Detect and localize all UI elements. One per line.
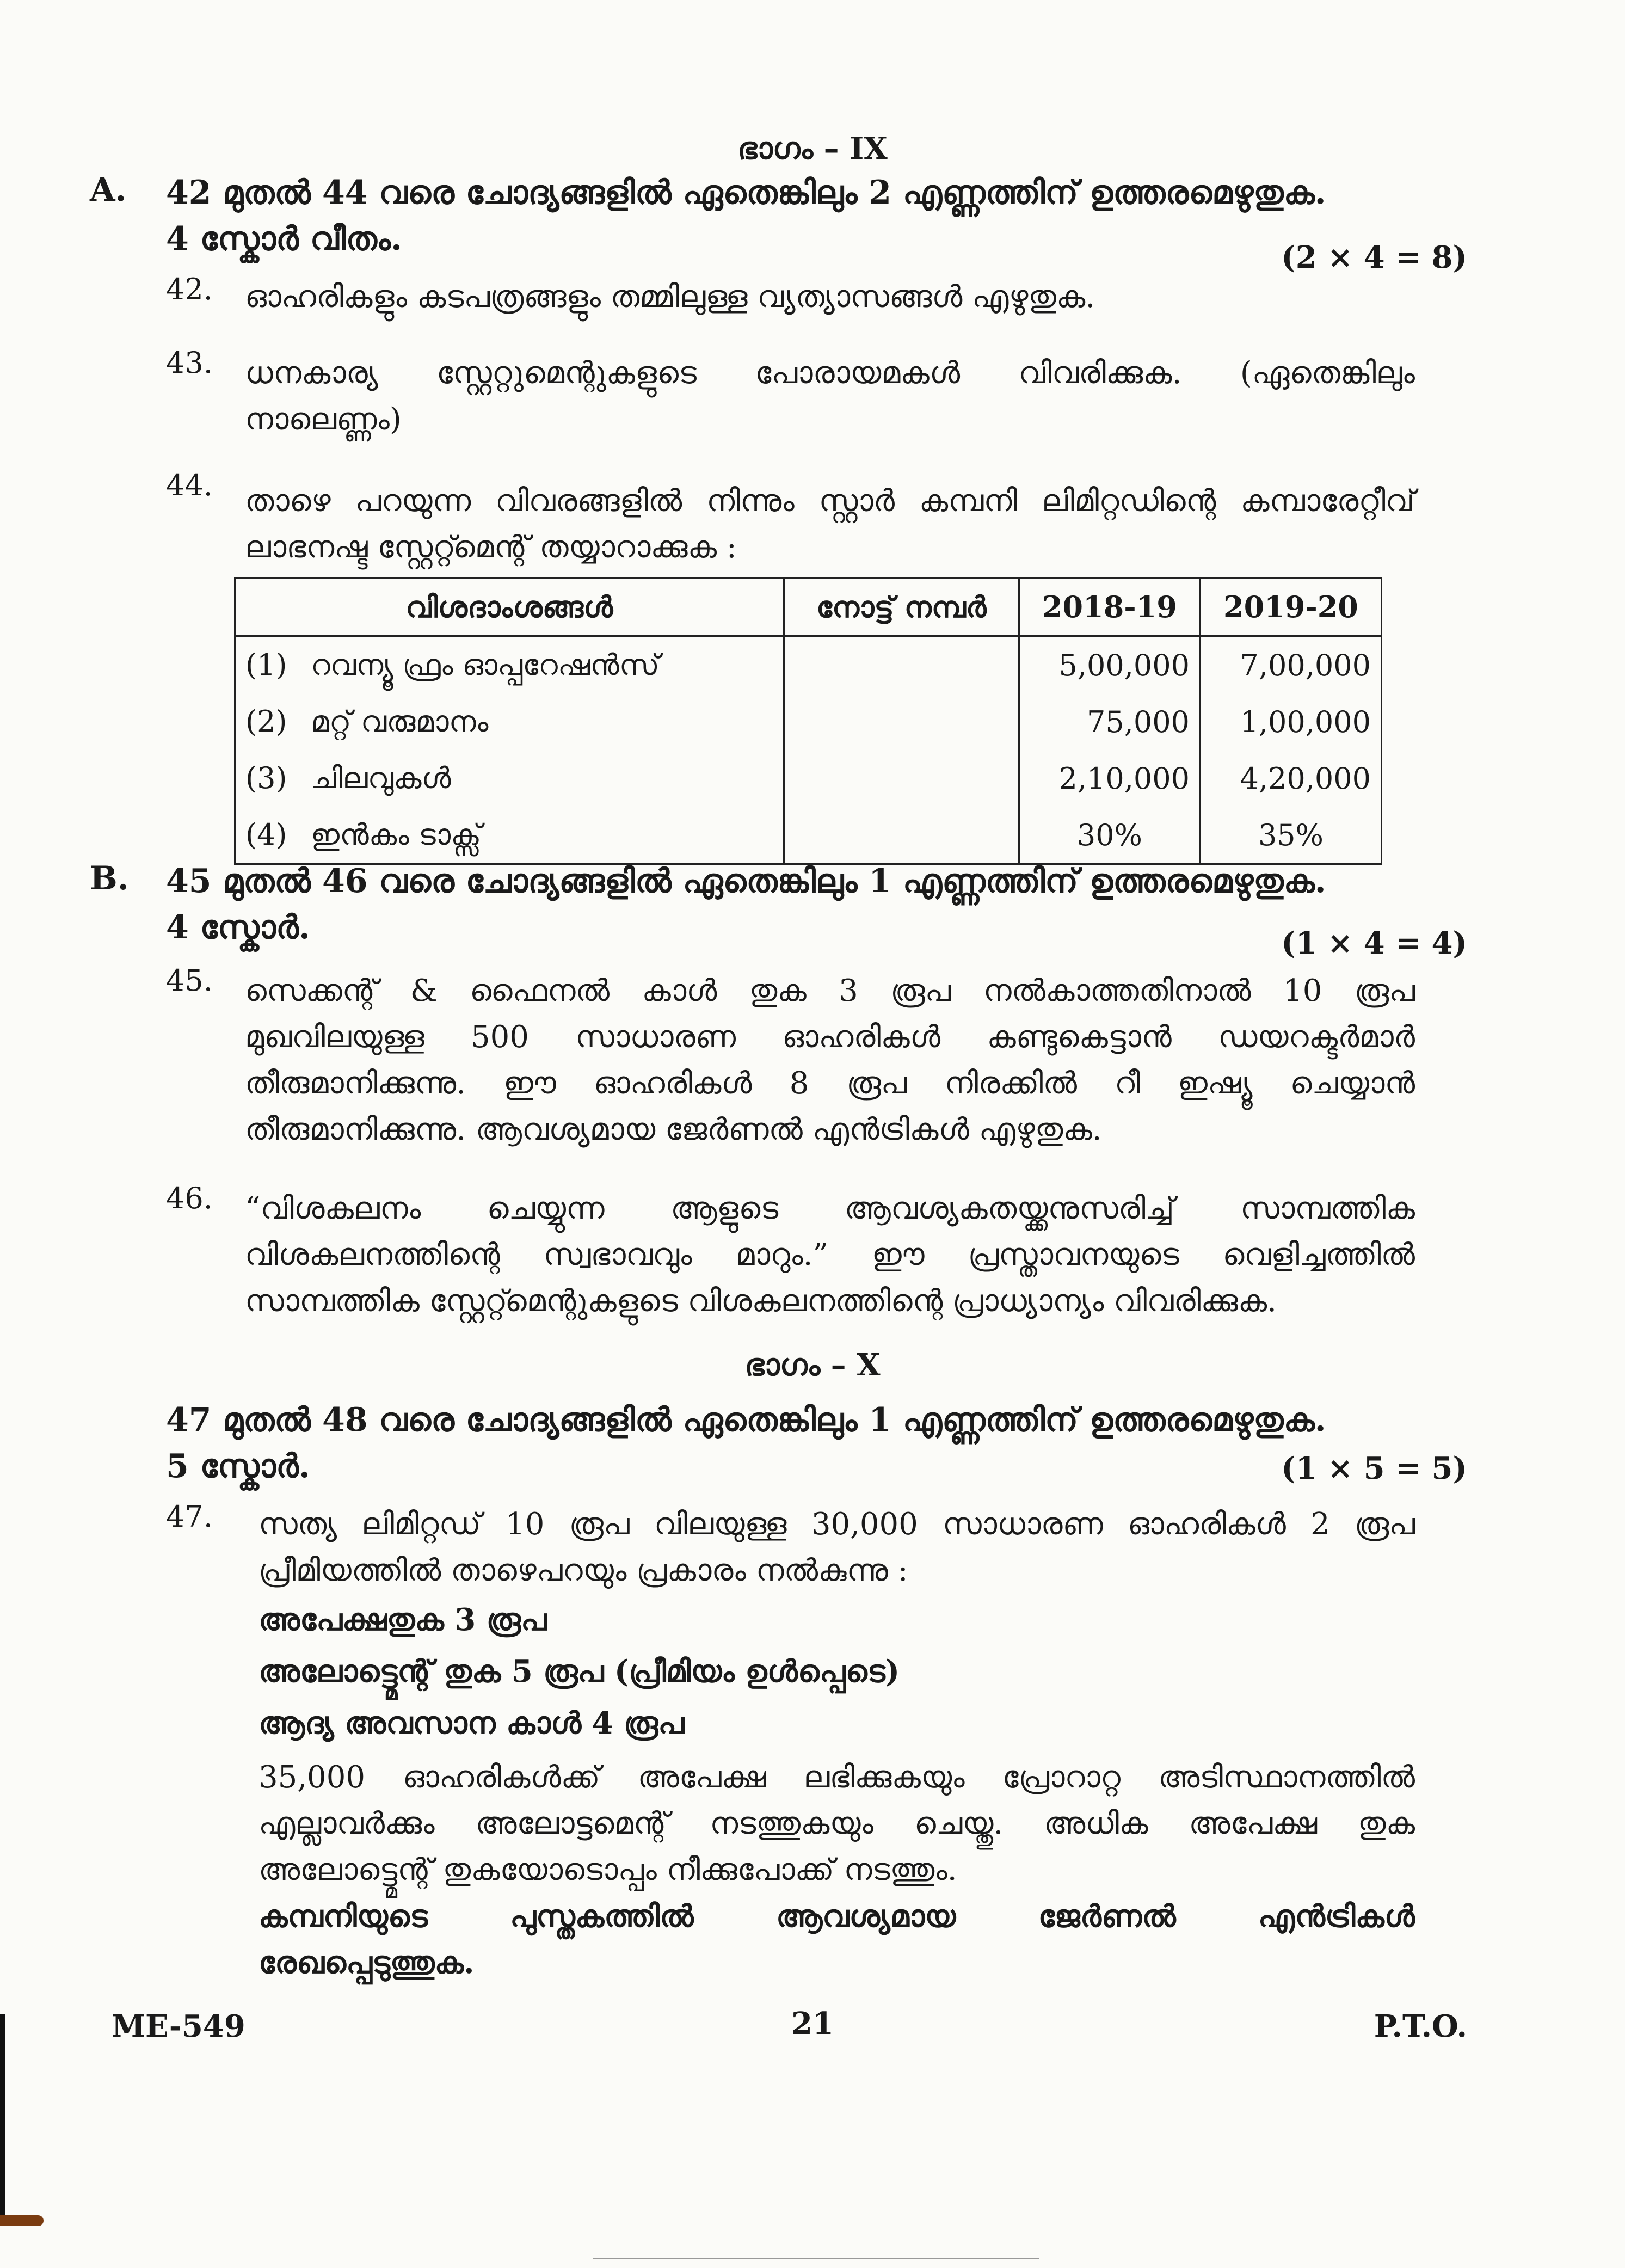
header-2019-20: 2019-20: [1200, 578, 1381, 636]
row-particular: [235, 693, 784, 750]
row-item: ഇൻകം ടാക്സ്: [311, 818, 482, 852]
table-header-row: [235, 578, 1382, 636]
q44-line1: താഴെ പറയുന്ന വിവരങ്ങളിൽ നിന്നും സ്റ്റാർ കമ്പനി ലിമിറ്റഡിന്റെ കമ്പാരേറ്റീവ്: [245, 483, 1415, 519]
row-particular: [235, 807, 784, 864]
scan-bottom-line: [593, 2258, 1039, 2259]
q47-allotment: അലോട്ട്മെന്റ് തുക 5 രൂപ (പ്രീമിയം ഉൾപ്പെടെ): [258, 1654, 900, 1689]
q46-line3: സാമ്പത്തിക സ്റ്റേറ്റ്മെന്റുകളുടെ വിശകലനത്തിന്റെ പ്രാധ്യാന്യം വിവരിക്കുക.: [245, 1283, 1277, 1319]
row-value-2018-19: 75,000: [1019, 693, 1200, 750]
table-row: [235, 750, 1382, 807]
q45-line2: മുഖവിലയുള്ള 500 സാധാരണ ഓഹരികൾ കണ്ടുകെട്ടാൻ ഡയറക്ടർമാർ: [245, 1019, 1415, 1055]
q47-para3: അലോട്ട്മെന്റ് തുകയോടൊപ്പം നീക്കുപോക്ക് നടത്തും.: [258, 1852, 957, 1888]
section-b-letter: B.: [90, 859, 129, 898]
q47-para4: കമ്പനിയുടെ പുസ്തകത്തിൽ ആവശ്യമായ ജേർണൽ എൻട്രികൾ: [258, 1898, 1415, 1934]
row-value-2019-20: 4,20,000: [1200, 750, 1381, 807]
q43-line1: ധനകാര്യ സ്റ്റേറ്റുമെന്റുകളുടെ പോരായമകൾ വിവരിക്കുക. (ഏതെങ്കിലും: [245, 355, 1415, 391]
q47-para2: എല്ലാവർക്കും അലോട്ടമെന്റ് നടത്തുകയും ചെയ്തു. അധിക അപേക്ഷ തുക: [258, 1806, 1415, 1841]
part-10-score: 5 സ്കോർ.: [166, 1447, 310, 1485]
row-number: (1): [245, 648, 287, 682]
section-b-score: 4 സ്കോർ.: [166, 908, 310, 946]
row-value-2019-20: 1,00,000: [1200, 693, 1381, 750]
row-value-2018-19: 5,00,000: [1019, 636, 1200, 694]
q47-line1: സത്യ ലിമിറ്റഡ് 10 രൂപ വിലയുള്ള 30,000 സാധാരണ ഓഹരികൾ 2 രൂപ: [258, 1507, 1415, 1542]
row-note: [784, 693, 1019, 750]
row-particular: [235, 750, 784, 807]
part-10-marks: (1 × 5 = 5): [1281, 1450, 1467, 1486]
q47-number: 47.: [166, 1499, 213, 1534]
part-10-heading: ഭാഗം – X: [744, 1347, 881, 1383]
q46-line1: “വിശകലനം ചെയ്യുന്ന ആളുടെ ആവശ്യകതയ്ക്കനുസരിച്ച് സാമ്പത്തിക: [245, 1191, 1415, 1226]
q47-first-final-call: ആദ്യ അവസാന കാൾ 4 രൂപ: [258, 1705, 685, 1741]
q45-line1: സെക്കന്റ് & ഫൈനൽ കാൾ തുക 3 രൂപ നൽകാത്തതിനാൽ 10 രൂപ: [245, 973, 1415, 1009]
q45-line3: തീരുമാനിക്കുന്നു. ഈ ഓഹരികൾ 8 രൂപ നിരക്കിൽ റീ ഇഷ്യൂ ചെയ്യാൻ: [245, 1066, 1415, 1101]
row-value-2018-19: 2,10,000: [1019, 750, 1200, 807]
q42-text: ഓഹരികളും കടപത്രങ്ങളും തമ്മിലുള്ള വ്യത്യാസങ്ങൾ എഴുതുക.: [245, 279, 1095, 315]
table-row: [235, 693, 1382, 750]
header-2018-19: 2018-19: [1019, 578, 1200, 636]
q44-number: 44.: [166, 468, 213, 502]
q43-number: 43.: [166, 346, 213, 380]
section-a-score: 4 സ്കോർ വീതം.: [166, 220, 402, 258]
section-a-instruction: 42 മുതൽ 44 വരെ ചോദ്യങ്ങളിൽ ഏതെങ്കിലും 2 എണ്ണത്തിന് ഉത്തരമെഴുതുക.: [166, 174, 1326, 212]
header-note-no: നോട്ട് നമ്പർ: [784, 578, 1019, 636]
part-10-instruction: 47 മുതൽ 48 വരെ ചോദ്യങ്ങളിൽ ഏതെങ്കിലും 1 എണ്ണത്തിന് ഉത്തരമെഴുതുക.: [166, 1401, 1326, 1439]
q43-line2: നാലെണ്ണം): [245, 402, 402, 437]
section-b-instruction: 45 മുതൽ 46 വരെ ചോദ്യങ്ങളിൽ ഏതെങ്കിലും 1 എണ്ണത്തിന് ഉത്തരമെഴുതുക.: [166, 862, 1326, 900]
paper-code: ME-549: [112, 2008, 245, 2044]
q47-para5: രേഖപ്പെടുത്തുക.: [258, 1945, 475, 1981]
row-value-2019-20: 35%: [1200, 807, 1381, 864]
q46-number: 46.: [166, 1181, 213, 1215]
table-row: [235, 636, 1382, 694]
row-particular: [235, 636, 784, 694]
q42-number: 42.: [166, 272, 213, 306]
page-number: 21: [791, 2006, 834, 2042]
q46-line2: വിശകലനത്തിന്റെ സ്വഭാവവും മാറും.” ഈ പ്രസ്താവനയുടെ വെളിച്ചത്തിൽ: [245, 1237, 1415, 1273]
comparative-statement-table: [234, 577, 1382, 865]
table-row: [235, 807, 1382, 864]
part-9-heading: ഭാഗം – IX: [737, 131, 888, 167]
header-particulars: വിശദാംശങ്ങൾ: [235, 578, 784, 636]
section-b-marks: (1 × 4 = 4): [1281, 925, 1467, 961]
row-value-2019-20: 7,00,000: [1200, 636, 1381, 694]
row-item: മറ്റ് വരുമാനം: [311, 704, 489, 739]
scan-edge-shadow: [0, 2014, 5, 2221]
row-item: റവന്യൂ ഫ്രം ഓപ്പറേഷൻസ്: [311, 648, 660, 682]
q47-para1: 35,000 ഓഹരികൾക്ക് അപേക്ഷ ലഭിക്കുകയും പ്രോറാറ്റ അടിസ്ഥാനത്തിൽ: [258, 1760, 1415, 1795]
q45-line4: തീരുമാനിക്കുന്നു. ആവശ്യമായ ജേർണൽ എൻട്രികൾ എഴുതുക.: [245, 1112, 1102, 1147]
row-value-2018-19: 30%: [1019, 807, 1200, 864]
row-note: [784, 750, 1019, 807]
q47-line2: പ്രീമിയത്തിൽ താഴെപറയും പ്രകാരം നൽകുന്നു :: [258, 1553, 908, 1588]
row-item: ചിലവുകൾ: [311, 761, 451, 795]
row-note: [784, 807, 1019, 864]
pto-note: P.T.O.: [1374, 2008, 1467, 2044]
row-note: [784, 636, 1019, 694]
section-a-marks: (2 × 4 = 8): [1281, 239, 1467, 275]
row-number: (4): [245, 818, 287, 852]
q45-number: 45.: [166, 963, 213, 998]
row-number: (3): [245, 761, 287, 795]
scan-edge-mark: [0, 2215, 44, 2226]
q47-application: അപേക്ഷതുക 3 രൂപ: [258, 1602, 547, 1638]
row-number: (2): [245, 704, 287, 739]
section-a-letter: A.: [90, 171, 127, 209]
q44-line2: ലാഭനഷ്ട സ്റ്റേറ്റ്മെന്റ് തയ്യാറാക്കുക :: [245, 530, 737, 565]
